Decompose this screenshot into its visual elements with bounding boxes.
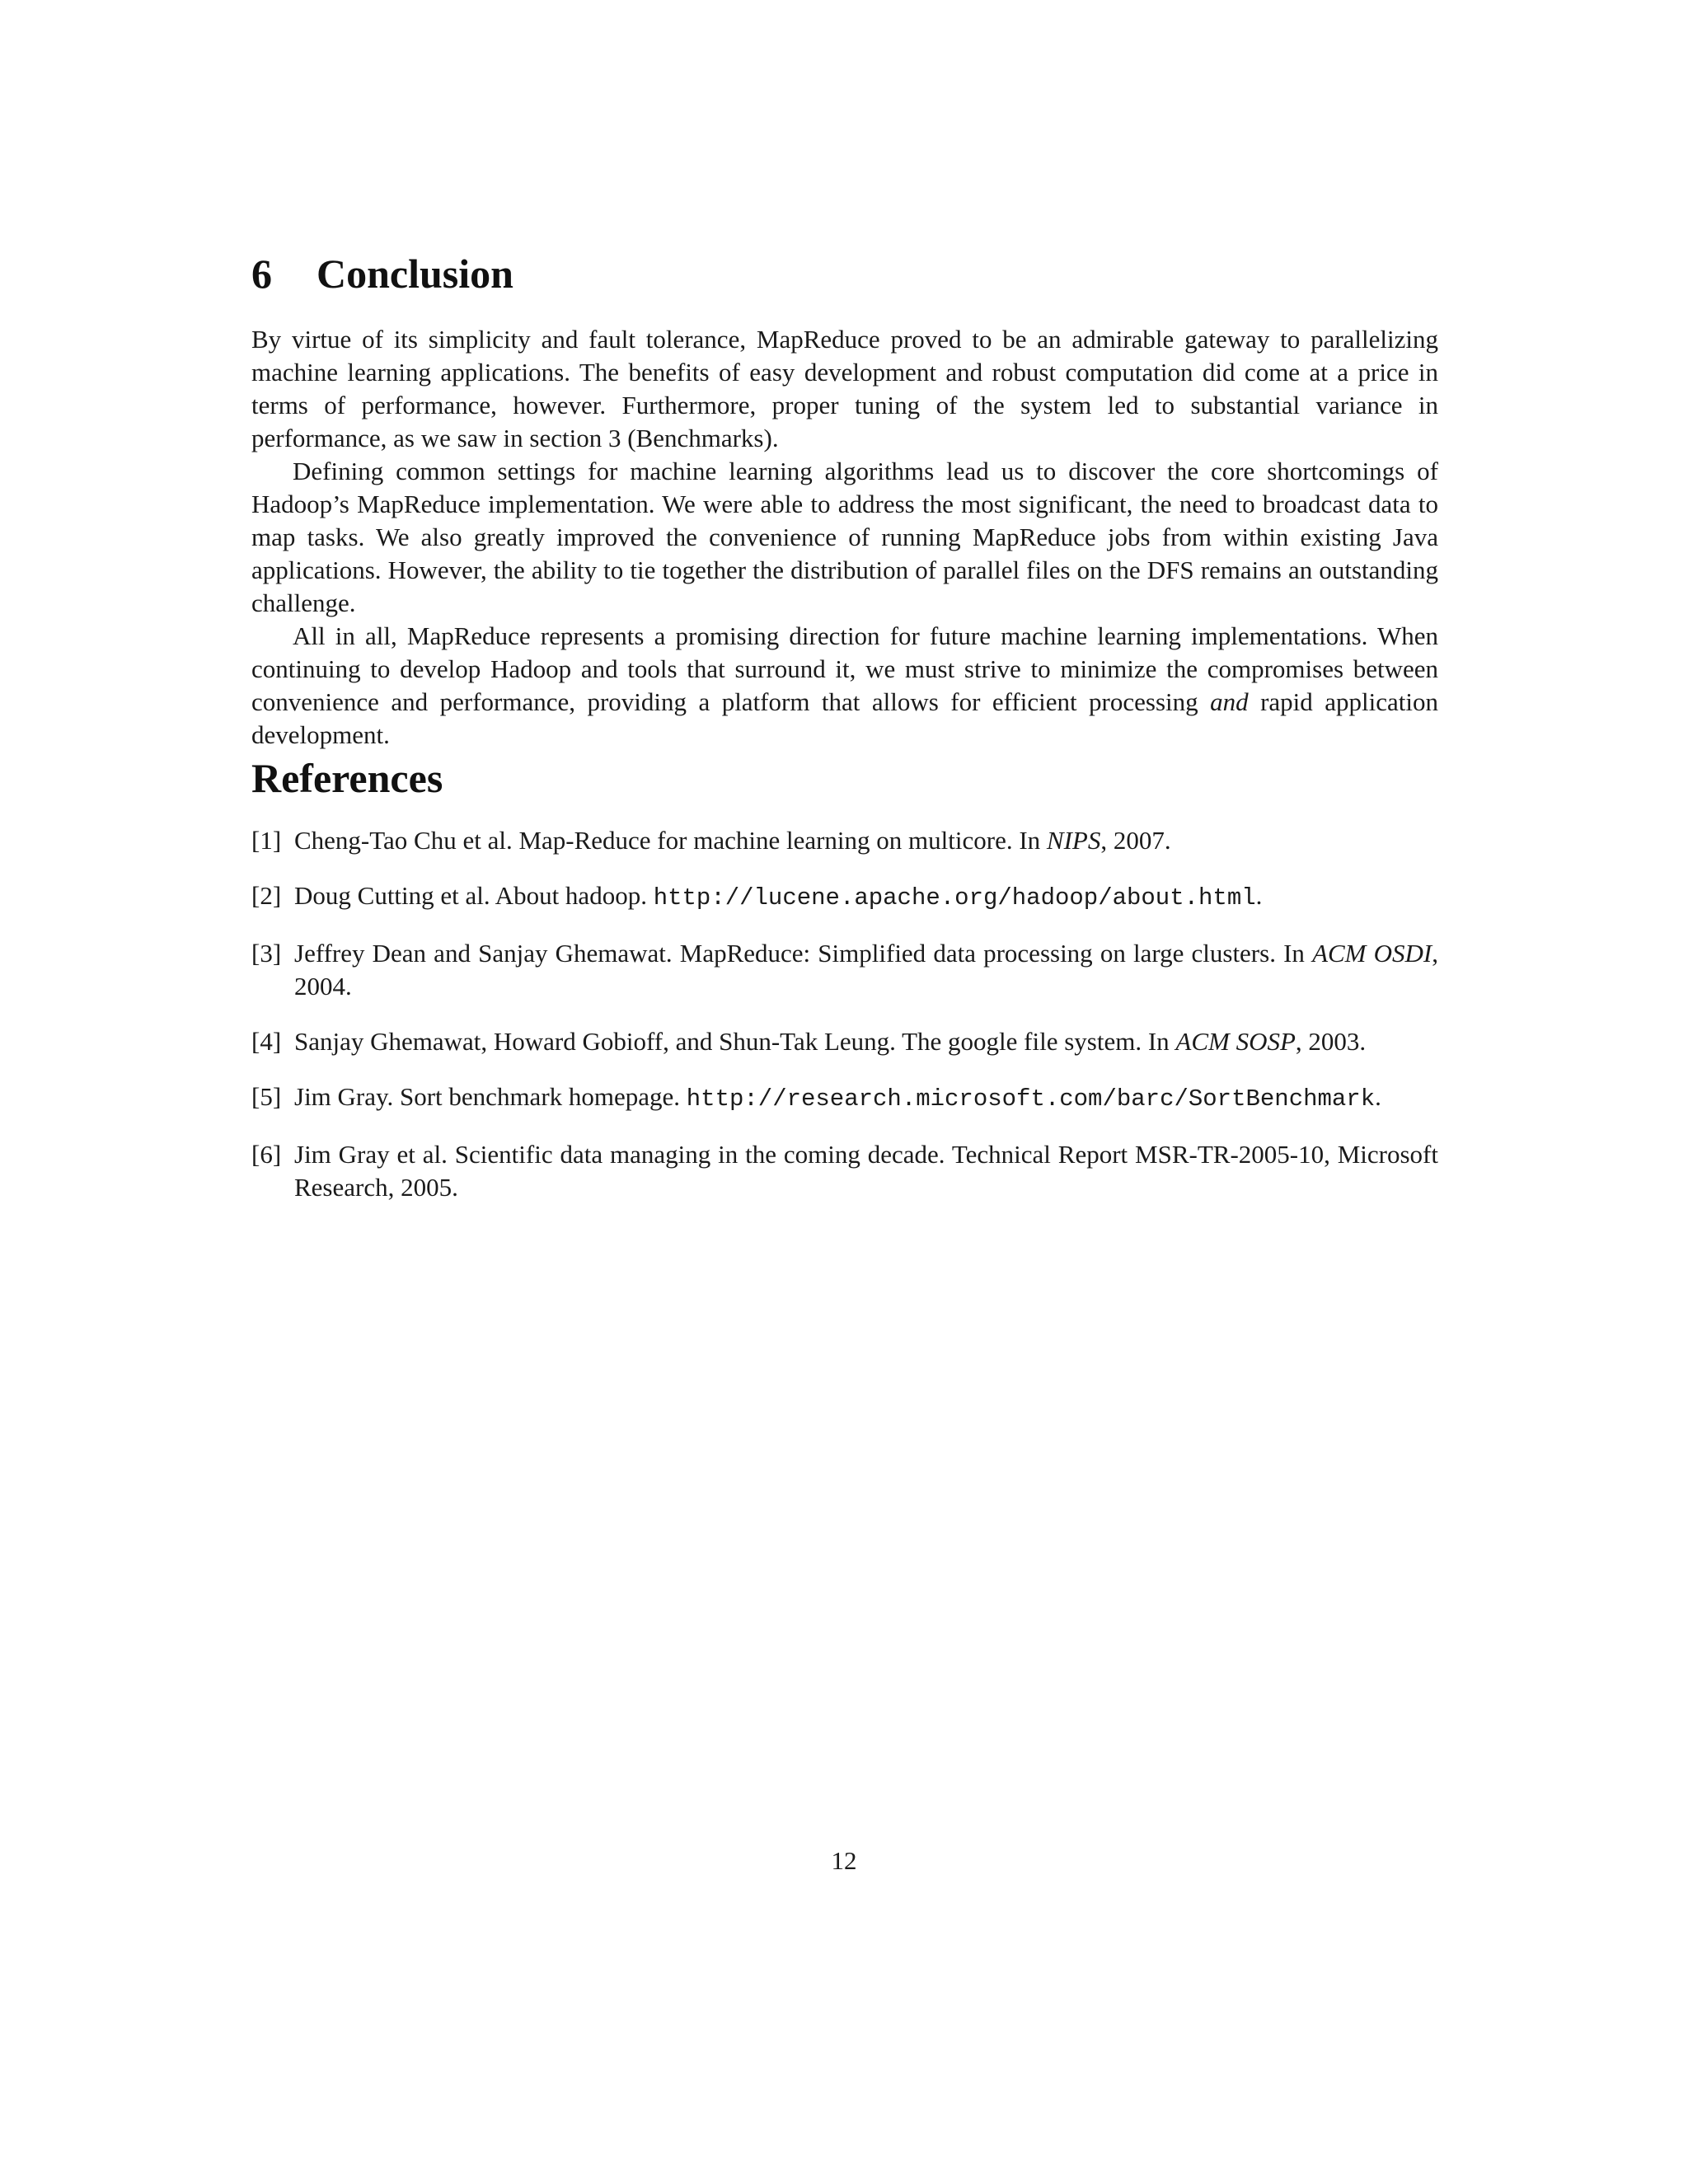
reference-number: [2]: [251, 881, 282, 910]
section-number: 6: [251, 251, 272, 297]
reference-item: [251, 1080, 1438, 1116]
reference-number: [1]: [251, 826, 282, 855]
reference-venue: ACM OSDI: [1312, 939, 1432, 968]
reference-tail: , 2004.: [294, 939, 1438, 1001]
reference-tail: , 2007.: [1100, 826, 1171, 855]
paragraph-3-text-before: All in all, MapReduce represents a promising direction for future machine learning implementations. When continuing to develop Hadoop and tools that surround it, we must strive to minimize the compromises between convenience and performance, providing a platform that allows for efficient processing: [251, 621, 1438, 716]
reference-item: [251, 937, 1438, 1003]
reference-text: Jim Gray. Sort benchmark homepage.: [294, 1082, 687, 1111]
paragraph-1: By virtue of its simplicity and fault tolerance, MapReduce proved to be an admirable gateway to parallelizing machine learning applications. The benefits of easy development and robust computation did come at a price in terms of performance, however. Furthermore, proper tuning of the system led to substantial variance in performance, as we saw in section 3 (Benchmarks).: [251, 325, 1438, 452]
paper-page: [251, 247, 1438, 1226]
reference-item: [251, 879, 1438, 915]
reference-url[interactable]: http://lucene.apache.org/hadoop/about.html: [653, 884, 1256, 912]
paragraph-3-text-after: rapid application development.: [251, 687, 1438, 749]
reference-item: [251, 824, 1438, 857]
reference-venue: NIPS: [1046, 826, 1101, 855]
reference-text: Jim Gray et al. Scientific data managing in the coming decade. Technical Report MSR-TR-2005-10, Microsoft Research, 2005.: [294, 1140, 1438, 1202]
paragraph-2: Defining common settings for machine learning algorithms lead us to discover the core shortcomings of Hadoop’s MapReduce implementation. We were able to address the most significant, the need to broadcast data to map tasks. We also greatly improved the convenience of running MapReduce jobs from within existing Java applications. However, the ability to tie together the distribution of parallel files on the DFS remains an outstanding challenge.: [251, 457, 1438, 617]
reference-number: [3]: [251, 939, 282, 968]
reference-text: Doug Cutting et al. About hadoop.: [294, 881, 654, 910]
reference-venue: ACM SOSP: [1175, 1027, 1296, 1056]
reference-item: [251, 1025, 1438, 1058]
page-number: 12: [831, 1846, 857, 1875]
conclusion-body: [251, 323, 1438, 752]
reference-number: [6]: [251, 1140, 282, 1169]
reference-number: [4]: [251, 1027, 282, 1056]
references-list: [251, 824, 1438, 1204]
reference-number: [5]: [251, 1082, 282, 1111]
reference-text: Jeffrey Dean and Sanjay Ghemawat. MapReduce: Simplified data processing on large clusters. In: [294, 939, 1313, 968]
references-heading: References: [251, 755, 443, 801]
reference-item: [251, 1138, 1438, 1204]
reference-url[interactable]: http://research.microsoft.com/barc/SortBenchmark: [686, 1085, 1376, 1113]
reference-text: Sanjay Ghemawat, Howard Gobioff, and Shun-Tak Leung. The google file system. In: [294, 1027, 1176, 1056]
paragraph-3-emphasis: and: [1210, 687, 1249, 716]
paragraph-3: [251, 620, 1438, 752]
reference-tail: .: [1255, 881, 1263, 910]
reference-tail: .: [1375, 1082, 1381, 1111]
reference-tail: , 2003.: [1295, 1027, 1367, 1056]
section-title: Conclusion: [316, 251, 513, 297]
reference-text: Cheng-Tao Chu et al. Map-Reduce for machine learning on multicore. In: [294, 826, 1047, 855]
section-heading: [251, 247, 1438, 300]
